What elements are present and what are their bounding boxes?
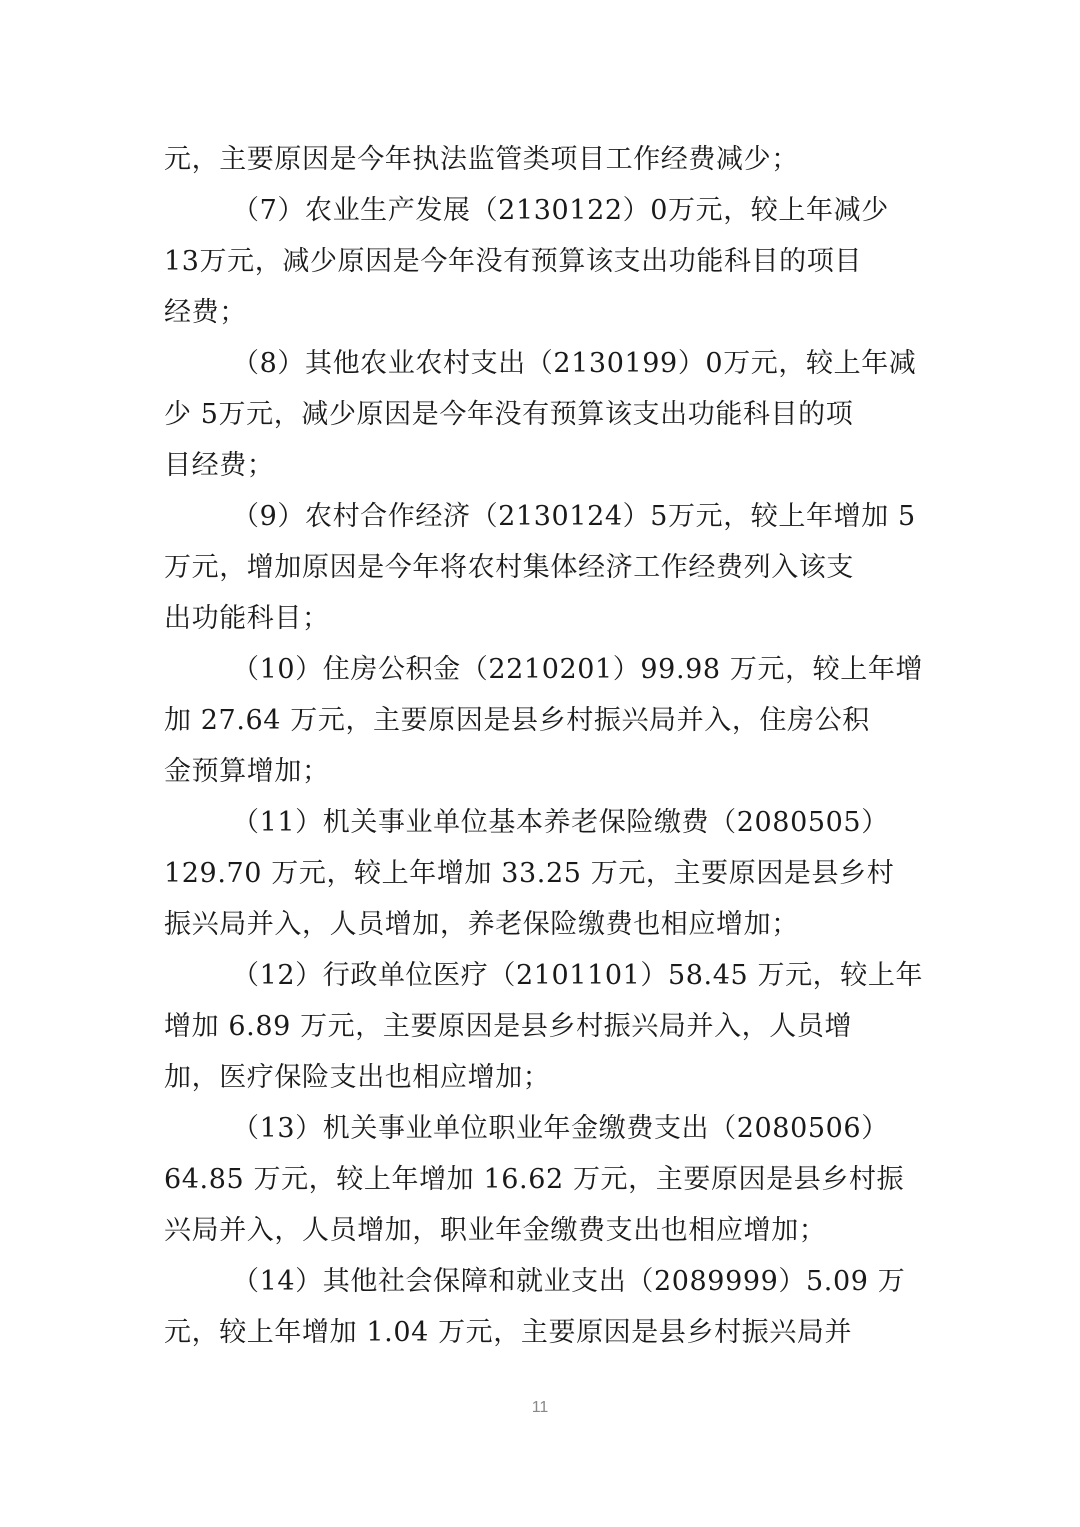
text-line: （13）机关事业单位职业年金缴费支出（2080506） — [232, 1113, 889, 1144]
text-line: 元，主要原因是今年执法监管类项目工作经费减少； — [164, 144, 799, 175]
text-line: 加 27.64 万元，主要原因是县乡村振兴局并入，住房公积 — [164, 705, 870, 736]
text-line: 13万元，减少原因是今年没有预算该支出功能科目的项目 — [164, 246, 862, 277]
text-line: 元，较上年增加 1.04 万元，主要原因是县乡村振兴局并 — [164, 1317, 853, 1348]
text-line: （9）农村合作经济（2130124）5万元，较上年增加 5 — [232, 501, 916, 532]
page-number: 11 — [531, 1399, 549, 1416]
text-line: 64.85 万元，较上年增加 16.62 万元，主要原因是县乡村振 — [164, 1164, 905, 1195]
text-line: 振兴局并入，人员增加，养老保险缴费也相应增加； — [164, 909, 799, 940]
text-line: （11）机关事业单位基本养老保险缴费（2080505） — [232, 807, 889, 838]
text-line: （7）农业生产发展（2130122）0万元，较上年减少 — [232, 195, 889, 226]
text-line: 经费； — [164, 297, 247, 328]
text-line: （14）其他社会保障和就业支出（2089999）5.09 万 — [232, 1266, 906, 1297]
document-body — [164, 134, 924, 1358]
text-line: 少 5万元，减少原因是今年没有预算该支出功能科目的项 — [164, 399, 854, 430]
text-line: 加，医疗保险支出也相应增加； — [164, 1062, 551, 1093]
text-line: 兴局并入，人员增加，职业年金缴费支出也相应增加； — [164, 1215, 827, 1246]
text-line: （8）其他农业农村支出（2130199）0万元，较上年减 — [232, 348, 917, 379]
text-line: 129.70 万元，较上年增加 33.25 万元，主要原因是县乡村 — [164, 858, 895, 889]
text-line: 万元，增加原因是今年将农村集体经济工作经费列入该支 — [164, 552, 854, 583]
text-line: 金预算增加； — [164, 756, 330, 787]
text-line: 目经费； — [164, 450, 275, 481]
text-line: （12）行政单位医疗（2101101）58.45 万元，较上年 — [232, 960, 924, 991]
text-line: （10）住房公积金（2210201）99.98 万元，较上年增 — [232, 654, 924, 685]
text-line: 增加 6.89 万元，主要原因是县乡村振兴局并入，人员增 — [164, 1011, 853, 1042]
text-line: 出功能科目； — [164, 603, 330, 634]
